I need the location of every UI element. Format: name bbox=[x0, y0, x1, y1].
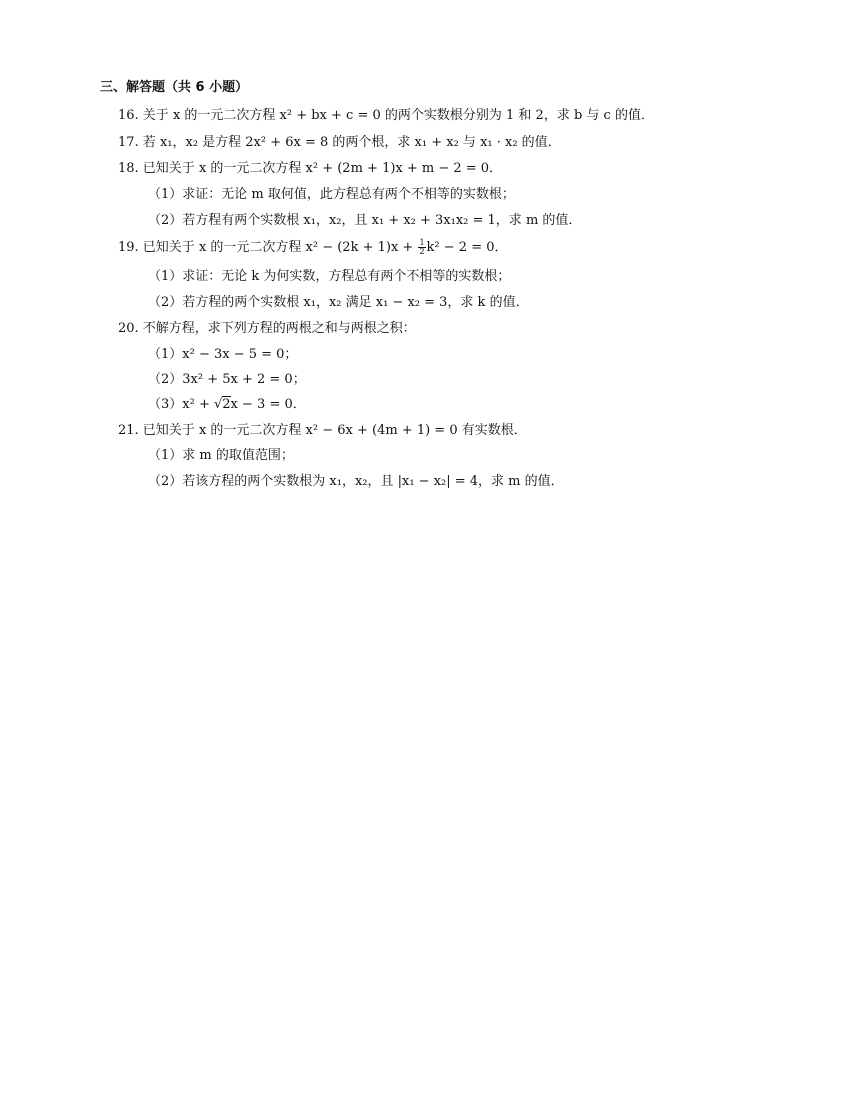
question-16: 16. 关于 x 的一元二次方程 x² + bx + c = 0 的两个实数根分别为 1 和 2，求 b 与 c 的值． bbox=[118, 108, 654, 123]
question-21-part-2: （2）若该方程的两个实数根为 x₁，x₂，且 |x₁ − x₂| = 4，求 m 的值． bbox=[148, 474, 564, 489]
question-18: 18. 已知关于 x 的一元二次方程 x² + (2m + 1)x + m − 2 = 0． bbox=[118, 161, 503, 176]
question-21: 21. 已知关于 x 的一元二次方程 x² − 6x + (4m + 1) = 0 有实数根． bbox=[118, 423, 527, 438]
question-20-part-3 bbox=[148, 395, 306, 415]
fraction-denominator: 2 bbox=[419, 247, 425, 256]
question-20-part-3-before: （3）x² + √ bbox=[148, 397, 223, 412]
sqrt-radicand: 2 bbox=[222, 397, 231, 412]
question-21-part-1: （1）求 m 的取值范围； bbox=[148, 448, 294, 463]
question-19 bbox=[118, 238, 508, 258]
question-20: 20. 不解方程，求下列方程的两根之和与两根之积： bbox=[118, 321, 416, 336]
question-19-part-1: （1）求证：无论 k 为何实数，方程总有两个不相等的实数根； bbox=[148, 269, 511, 284]
question-20-part-3-after: x − 3 = 0． bbox=[230, 397, 306, 412]
question-19-text-before: 19. 已知关于 x 的一元二次方程 x² − (2k + 1)x + bbox=[118, 240, 418, 255]
question-19-text-after: k² − 2 = 0． bbox=[426, 240, 508, 255]
section-title: 三、解答题（共 6 小题） bbox=[100, 80, 249, 95]
fraction-one-half bbox=[418, 239, 425, 256]
question-17: 17. 若 x₁，x₂ 是方程 2x² + 6x = 8 的两个根，求 x₁ + x₂ 与 x₁ · x₂ 的值． bbox=[118, 135, 561, 150]
fraction-numerator: 1 bbox=[419, 238, 425, 247]
question-18-part-1: （1）求证：无论 m 取何值，此方程总有两个不相等的实数根； bbox=[148, 187, 515, 202]
question-18-part-2: （2）若方程有两个实数根 x₁，x₂，且 x₁ + x₂ + 3x₁x₂ = 1，求 m 的值． bbox=[148, 213, 582, 228]
question-19-part-2: （2）若方程的两个实数根 x₁，x₂ 满足 x₁ − x₂ = 3，求 k 的值． bbox=[148, 295, 529, 310]
question-20-part-1: （1）x² − 3x − 5 = 0； bbox=[148, 347, 298, 362]
question-20-part-2: （2）3x² + 5x + 2 = 0； bbox=[148, 372, 306, 387]
